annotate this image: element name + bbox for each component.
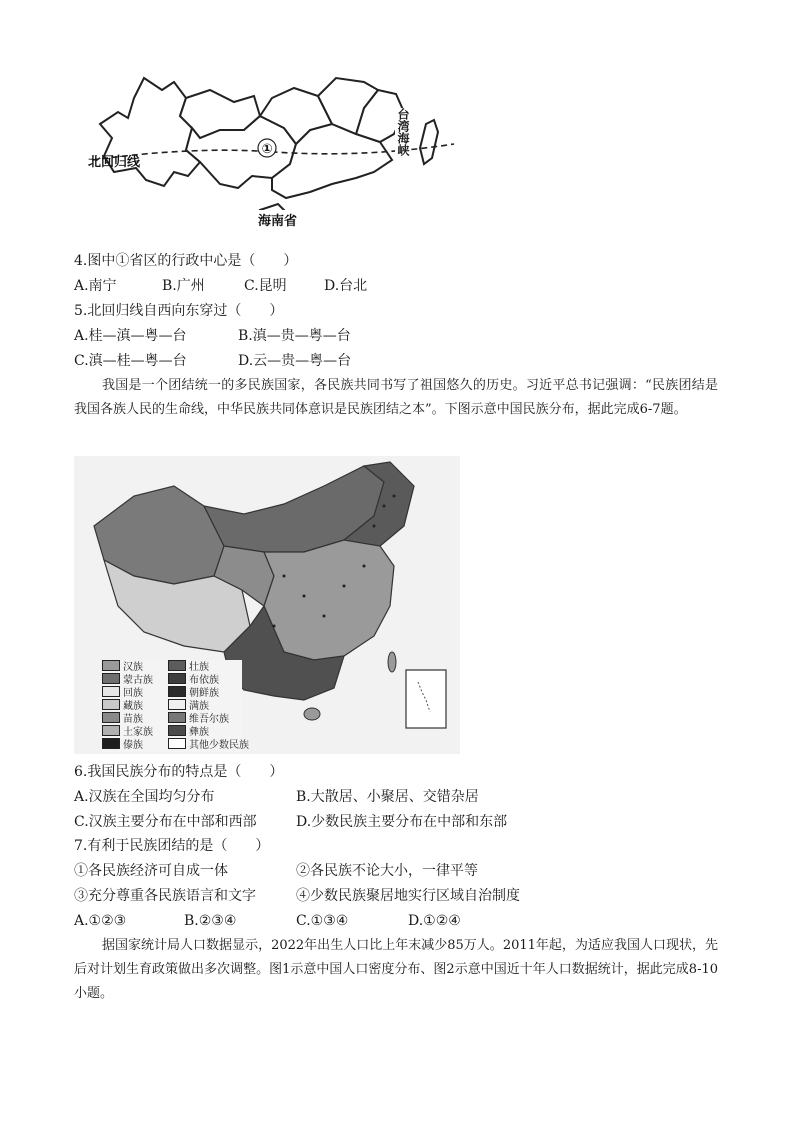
question-6-stem: 6.我国民族分布的特点是（ ） (74, 764, 284, 780)
legend-label: 土家族 (123, 727, 153, 738)
legend-item (102, 725, 153, 739)
q7-statement-1: ①各民族经济可自成一体 (74, 863, 228, 879)
q7-statement-4: ④少数民族聚居地实行区域自治制度 (296, 888, 520, 904)
legend-swatch (102, 686, 120, 697)
q7-statement-3: ③充分尊重各民族语言和文字 (74, 888, 256, 904)
q6-option-c[interactable]: C.汉族主要分布在中部和西部 (74, 814, 257, 830)
q5-option-d[interactable]: D.云—贵—粤—台 (238, 353, 352, 369)
southern-provinces-map (74, 68, 464, 240)
q7-option-b[interactable]: B.②③④ (184, 913, 237, 929)
legend-label: 回族 (123, 688, 143, 699)
q6-option-a[interactable]: A.汉族在全国均匀分布 (74, 789, 215, 805)
legend-label: 蒙古族 (123, 675, 153, 686)
legend-label: 维吾尔族 (189, 714, 229, 725)
legend-label: 壮族 (189, 662, 209, 673)
legend-swatch (102, 738, 120, 749)
legend-label: 傣族 (123, 740, 143, 751)
legend-swatch (168, 699, 186, 710)
question-7-stem: 7.有利于民族团结的是（ ） (74, 838, 270, 854)
passage-population: 据国家统计局人口数据显示，2022年出生人口比上年末减少85万人。2011年起，为适应我国人口现状，先后对计划生育政策做出多次调整。图1示意中国人口密度分布、图2示意中国近十年人口数据统计，据此完成8-10小题。 (74, 938, 718, 1001)
legend-item (168, 738, 249, 752)
ethnic-map-legend (102, 660, 249, 752)
q4-option-b[interactable]: B.广州 (162, 278, 205, 294)
legend-item (102, 660, 143, 674)
legend-item (102, 738, 143, 752)
q4-option-d[interactable]: D.台北 (324, 278, 368, 294)
q7-option-a[interactable]: A.①②③ (74, 913, 127, 929)
legend-item (102, 686, 143, 700)
q5-option-c[interactable]: C.滇—桂—粤—台 (74, 353, 187, 369)
legend-swatch (102, 725, 120, 736)
question-4-stem: 4.图中①省区的行政中心是（ ） (74, 253, 298, 269)
legend-item (168, 712, 229, 726)
q5-option-b[interactable]: B.滇—贵—粤—台 (238, 328, 351, 344)
q7-option-d[interactable]: D.①②④ (408, 913, 461, 929)
legend-swatch (102, 673, 120, 684)
legend-swatch (168, 673, 186, 684)
legend-item (168, 725, 209, 739)
legend-swatch (168, 738, 186, 749)
legend-item (168, 660, 209, 674)
legend-label: 朝鲜族 (189, 688, 219, 699)
q4-option-c[interactable]: C.昆明 (244, 278, 287, 294)
q6-option-d[interactable]: D.少数民族主要分布在中部和东部 (296, 814, 508, 830)
legend-item (102, 673, 153, 687)
legend-label: 满族 (189, 701, 209, 712)
q4-option-a[interactable]: A.南宁 (74, 278, 117, 294)
legend-swatch (102, 712, 120, 723)
legend-label: 苗族 (123, 714, 143, 725)
hainan-label: 海南省 (258, 214, 298, 229)
question-5-stem: 5.北回归线自西向东穿过（ ） (74, 303, 284, 319)
q5-option-a[interactable]: A.桂—滇—粤—台 (74, 328, 187, 344)
legend-swatch (102, 660, 120, 671)
q7-option-c[interactable]: C.①③④ (296, 913, 349, 929)
legend-item (102, 699, 143, 713)
legend-label: 其他少数民族 (189, 740, 249, 751)
tropic-of-cancer-label: 北回归线 (88, 155, 141, 170)
legend-swatch (102, 699, 120, 710)
legend-label: 布依族 (189, 675, 219, 686)
legend-item (168, 699, 209, 713)
passage-ethnic-unity: 我国是一个团结统一的多民族国家，各民族共同书写了祖国悠久的历史。习近平总书记强调：“民族团结是我国各族人民的生命线，中华民族共同体意识是民族团结之本”。下图示意中国民族分布，据此完成6-7题。 (74, 378, 718, 417)
legend-item (102, 712, 143, 726)
province-1-label: ① (261, 142, 273, 157)
legend-item (168, 686, 219, 700)
legend-label: 藏族 (123, 701, 143, 712)
legend-item (168, 673, 219, 687)
ethnic-distribution-map (74, 456, 460, 754)
legend-label: 汉族 (123, 662, 143, 673)
q6-option-b[interactable]: B.大散居、小聚居、交错杂居 (296, 789, 479, 805)
legend-swatch (168, 725, 186, 736)
taiwan-strait-label: 台湾海峡 (396, 108, 410, 156)
legend-label: 彝族 (189, 727, 209, 738)
legend-swatch (168, 686, 186, 697)
legend-swatch (168, 712, 186, 723)
legend-swatch (168, 660, 186, 671)
q7-statement-2: ②各民族不论大小，一律平等 (296, 863, 478, 879)
